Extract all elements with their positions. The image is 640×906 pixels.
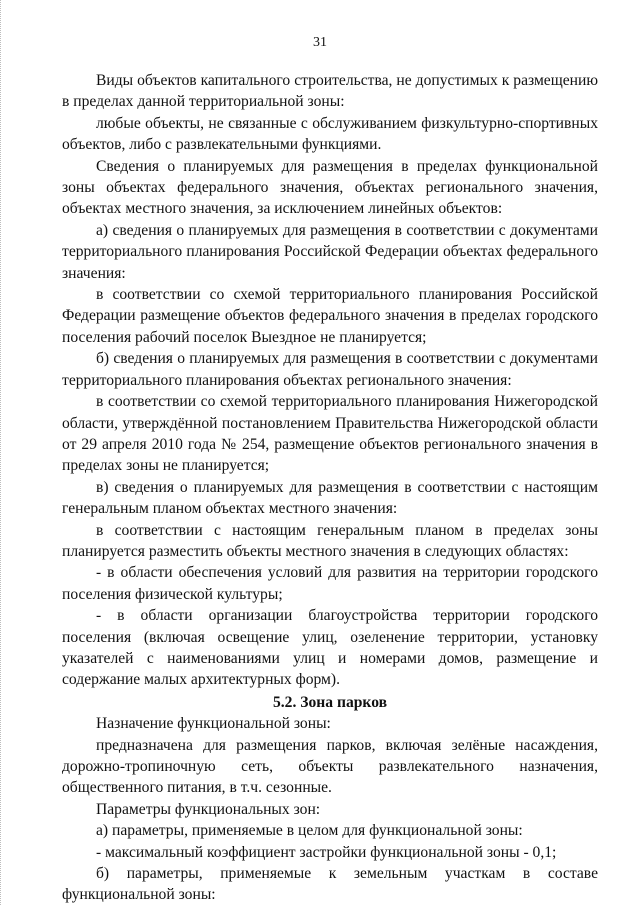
paragraph: любые объекты, не связанные с обслуживанием физкультурно-спортивных объектов, либо с развлекательными функциями. [62, 114, 598, 154]
paragraph: б) параметры, применяемые к земельным участкам в составе функциональной зоны: [62, 865, 598, 904]
paragraph: а) сведения о планируемых для размещения в соответствии с документами территориального планирования Российской Федерации объектах федерального значения: [62, 221, 598, 282]
paragraph: а) параметры, применяемые в целом для функциональной зоны: [96, 822, 523, 840]
paragraph: в соответствии с настоящим генеральным планом в пределах зоны планируется разместить объекты местного значения в следующих областях: [62, 521, 598, 560]
paragraph: б) сведения о планируемых для размещения в соответствии с документами территориального планирования объектах регионального значения: [62, 350, 598, 389]
paragraph: в) сведения о планируемых для размещения в соответствии с настоящим генеральным планом объектах местного значения: [62, 478, 598, 518]
paragraph: - в области организации благоустройства территории городского поселения (включая освещение улиц, озеленение территории, установку указателей с наименованиями улиц и номерами домов, размещение и содержание малых архитектурных форм). [62, 607, 598, 689]
paragraph: Сведения о планируемых для размещения в пределах функциональной зоны объектах федерального значения, объектах регионального значения, объектах местного значения, за исключением линейных объектов: [62, 157, 598, 218]
paragraph: Назначение функциональной зоны: [96, 715, 331, 733]
paragraph: в соответствии со схемой территориального планирования Нижегородской области, утверждённой постановлением Правительства Нижегородской области от 29 апреля 2010 года № 254, размещение объектов регионального значения в пределах зоны не планируется; [62, 393, 598, 475]
page-number: 31 [313, 35, 327, 50]
paragraph: Параметры функциональных зон: [96, 800, 321, 818]
paragraph: предназначена для размещения парков, включая зелёные насаждения, дорожно-тропиночную сеть, объекты развлекательного назначения, общественного питания, в т.ч. сезонные. [62, 736, 598, 797]
paragraph: - в области обеспечения условий для развития на территории городского поселения физической культуры; [62, 564, 598, 603]
document-body [62, 70, 598, 906]
paragraph: Виды объектов капитального строительства, не допустимых к размещению в пределах данной территориальной зоны: [62, 72, 598, 111]
section-heading: 5.2. Зона парков [272, 693, 388, 711]
scan-edge [0, 0, 4, 905]
paragraph: в соответствии со схемой территориального планирования Российской Федерации размещение объектов федерального значения в пределах городского поселения рабочий поселок Выездное не планируется; [62, 286, 598, 346]
paragraph: - максимальный коэффициент застройки функциональной зоны - 0,1; [96, 843, 557, 861]
